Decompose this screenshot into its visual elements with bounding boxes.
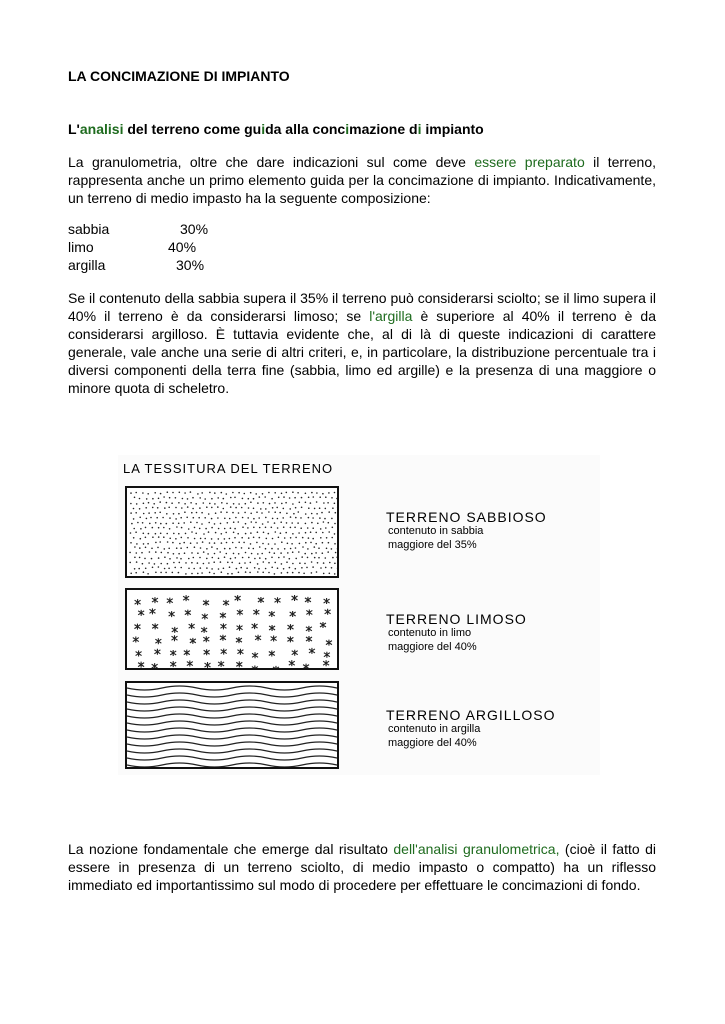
silty-soil-label [386,612,527,654]
subheading-green-letter: i [345,121,350,137]
paragraph-text: La granulometria, oltre che dare indicazioni sul come deve [68,154,475,170]
paragraph-granulometria [68,153,656,207]
clay-texture [127,683,337,767]
composition-value: 40% [168,239,197,255]
paragraph-text: il terreno, rappresenta anche un primo elemento guida per la concimazione di impianto. Indicativamente, un terreno di medio impasto ha la seguente composizione: [68,154,657,206]
analisi-link[interactable]: analisi [79,121,124,137]
subheading-text: del terreno come gu [123,121,262,137]
sandy-soil-illustration [125,486,339,578]
clay-soil-desc-2: maggiore del 40% [388,737,477,749]
composition-name: sabbia [68,221,110,237]
silty-soil-illustration [125,588,339,670]
composition-value: 30% [180,221,209,237]
clay-soil-desc-1: contenuto in argilla [388,723,481,735]
silty-soil-desc-1: contenuto in limo [388,627,472,639]
argilla-link[interactable]: l'argilla [369,308,413,324]
composition-list [68,220,268,274]
subheading-text: impianto [421,121,484,137]
clay-soil-heading: TERRENO ARGILLOSO [386,707,556,723]
clay-soil-illustration [125,681,339,769]
paragraph-text: è superiore al 40% il terreno è da considerarsi argilloso. È tuttavia evidente che, al di là di queste indicazioni di carattere generale, vale anche una serie di altri criteri, e, in particolare, la distribuzione percentuale tra i diversi componenti della terra fine (sabbia, limo ed argille) e la presenza di una maggiore o minore quota di scheletro. [68,308,657,396]
paragraph-conclusion [68,840,656,894]
silty-soil-heading: TERRENO LIMOSO [386,611,527,627]
composition-name: argilla [68,257,106,273]
composition-row-sabbia [68,220,268,238]
sand-texture [127,488,337,576]
composition-row-argilla [68,256,268,274]
subheading-green-letter: i [261,121,266,137]
clay-soil-label [386,708,555,750]
sandy-soil-desc-2: maggiore del 35% [388,539,477,551]
subheading-text: da alla conc [265,121,346,137]
silty-soil-desc-2: maggiore del 40% [388,641,477,653]
sandy-soil-heading: TERRENO SABBIOSO [386,509,547,525]
composition-value: 30% [176,257,205,273]
soil-texture-figure [118,455,600,775]
sandy-soil-label [386,510,547,552]
silt-texture [127,590,337,668]
page-title: LA CONCIMAZIONE DI IMPIANTO [68,68,290,84]
analisi-granulometrica-link[interactable]: dell'analisi granulometrica, [393,841,560,857]
subheading-green-letter: i [417,121,422,137]
composition-row-limo [68,238,268,256]
composition-name: limo [68,239,94,255]
paragraph-text: Se il contenuto della sabbia supera il 35% il terreno può considerarsi sciolto; se il limo supera il 40% il terreno è da considerarsi limoso; se [68,290,656,324]
paragraph-text: La nozione fondamentale che emerge dal risultato [68,841,394,857]
sandy-soil-desc-1: contenuto in sabbia [388,525,484,537]
paragraph-text: (cioè il fatto di essere in presenza di un terreno sciolto, di medio impasto o compatto) ha un riflesso immediato ed importantissimo sul modo di procedere per effettuare le concimazioni di fondo. [68,841,656,893]
subheading-text: L' [68,121,80,137]
figure-title: LA TESSITURA DEL TERRENO [123,461,334,476]
subheading-text: mazione d [349,121,418,137]
essere-preparato-link[interactable]: essere preparato [474,154,585,170]
paragraph-soil-types [68,289,656,397]
section-heading [68,121,484,137]
